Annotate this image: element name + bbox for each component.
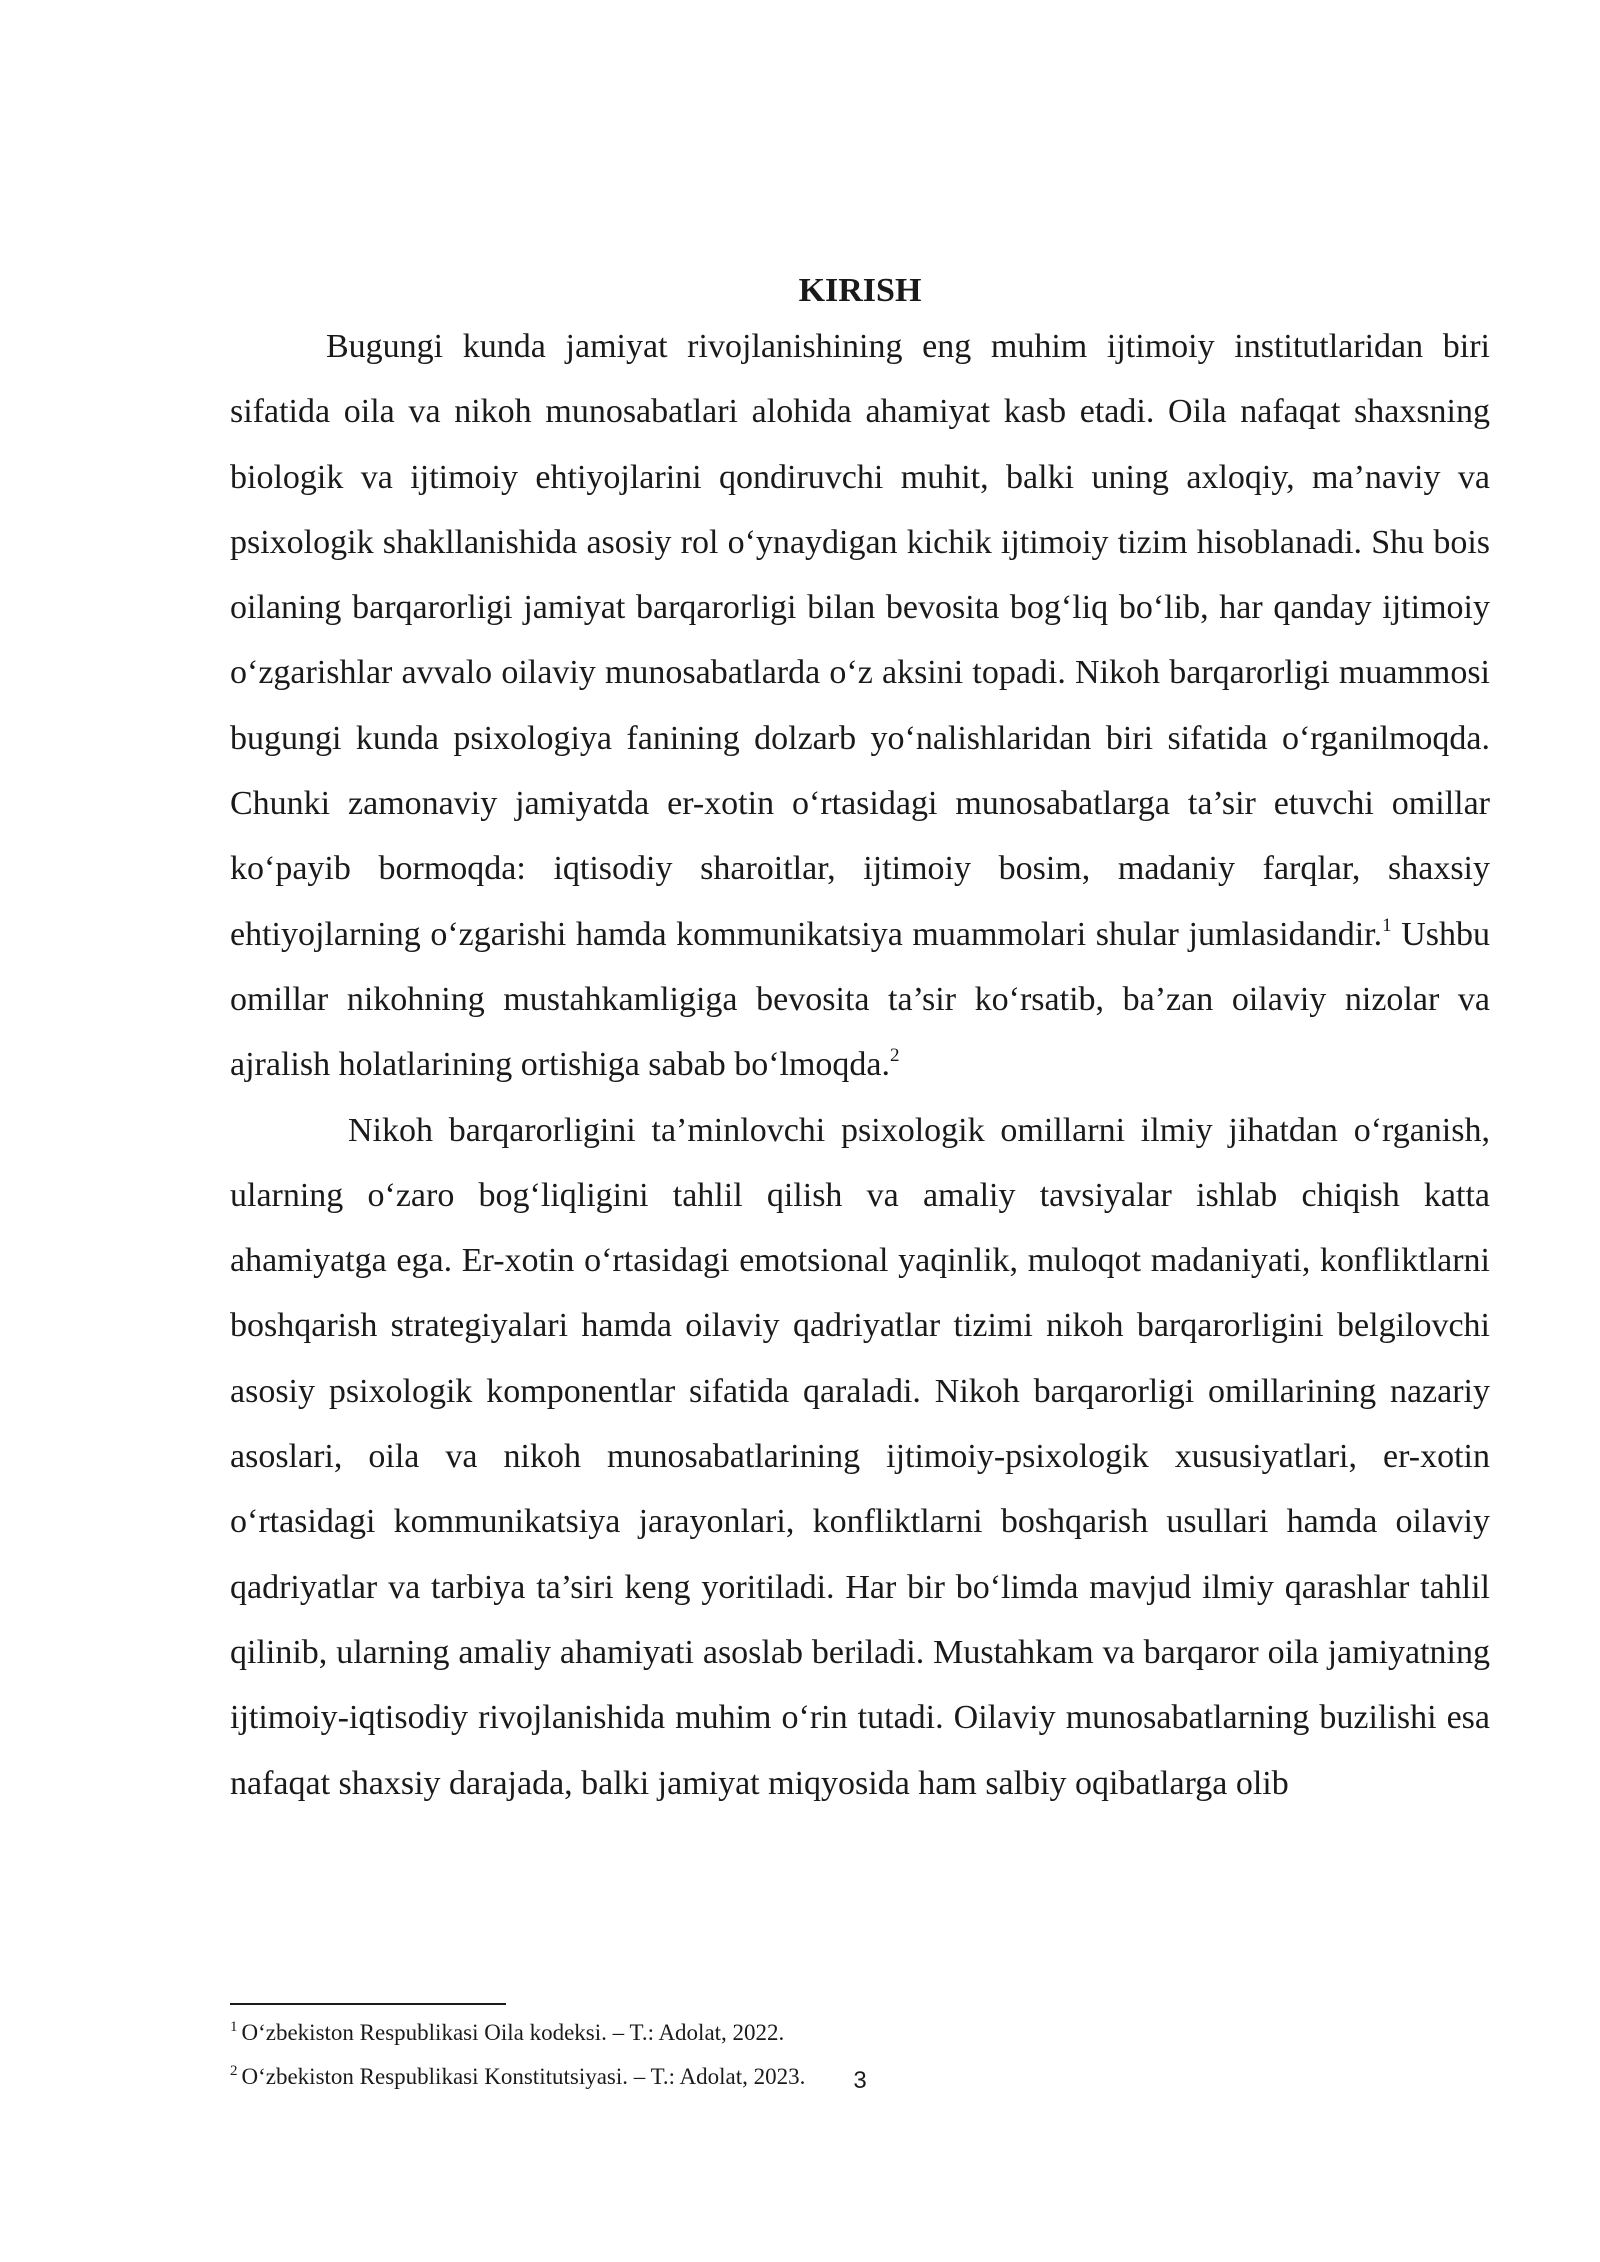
page-number: 3 [853,2067,867,2094]
footnote-separator [230,2003,506,2005]
footnote-text: O‘zbekiston Respublikasi Konstitutsiyasi. – T.: Adolat, 2023. [241,2064,806,2089]
footnote-ref-2: 2 [890,1045,900,1067]
page-heading: KIRISH [798,272,922,309]
footnote-marker: 2 [230,2063,238,2079]
footnote-text: O‘zbekiston Respublikasi Oila kodeksi. – T.: Adolat, 2022. [241,2020,785,2045]
footnote-ref-1: 1 [1382,914,1392,936]
paragraph-1-text-b: Ushbu omillar nikohning mustahkamligiga bevosita ta’sir ko‘rsatib, ba’zan oilaviy nizolar va ajralish holatlarining ortishiga sabab bo‘lmoqda. [230,915,1490,1084]
paragraph-2: Nikoh barqarorligini ta’minlovchi psixologik omillarni ilmiy jihatdan o‘rganish, ularning o‘zaro bog‘liqligini tahlil qilish va amaliy tavsiyalar ishlab chiqish katta ahamiyatga ega. Er-xotin o‘rtasidagi emotsional yaqinlik, muloqot madaniyati, konfliktlarni boshqarish strategiyalari hamda oilaviy qadriyatlar tizimi nikoh barqarorligini belgilovchi asosiy psixologik komponentlar sifatida qaraladi. Nikoh barqarorligi omillarining nazariy asoslari, oila va nikoh munosabatlarining ijtimoiy-psixologik xususiyatlari, er-xotin o‘rtasidagi kommunikatsiya jarayonlari, konfliktlarni boshqarish usullari hamda oilaviy qadriyatlar va tarbiya ta’siri keng yoritiladi. Har bir bo‘limda mavjud ilmiy qarashlar tahlil qilinib, ularning amaliy ahamiyati asoslab beriladi. Mustahkam va barqaror oila jamiyatning ijtimoiy-iqtisodiy rivojlanishida muhim o‘rin tutadi. Oilaviy munosabatlarning buzilishi esa nafaqat shaxsiy darajada, balki jamiyat miqyosida ham salbiy oqibatlarga olib [230,1111,1490,1802]
paragraph-1-text-a: Bugungi kunda jamiyat rivojlanishining eng muhim ijtimoiy institutlaridan biri sifatida oila va nikoh munosabatlari alohida ahamiyat kasb etadi. Oila nafaqat shaxsning biologik va ijtimoiy ehtiyojlarini qondiruvchi muhit, balki uning axloqiy, ma’naviy va psixologik shakllanishida asosiy rol o‘ynaydigan kichik ijtimoiy tizim hisoblanadi. Shu bois oilaning barqarorligi jamiyat barqarorligi bilan bevosita bog‘liq bo‘lib, har qanday ijtimoiy o‘zgarishlar avvalo oilaviy munosabatlarda o‘z aksini topadi. Nikoh barqarorligi muammosi bugungi kunda psixologiya fanining dolzarb yo‘nalishlaridan biri sifatida o‘rganilmoqda. Chunki zamonaviy jamiyatda er-xotin o‘rtasidagi munosabatlarga ta’sir etuvchi omillar ko‘payib bormoqda: iqtisodiy sharoitlar, ijtimoiy bosim, madaniy farqlar, shaxsiy ehtiyojlarning o‘zgarishi hamda kommunikatsiya muammolari shular jumlasidandir. [230,328,1490,953]
footnote-marker: 1 [230,2019,238,2035]
body-text [230,314,1490,1816]
paragraph-1 [230,314,1490,1098]
footnote-1 [230,2018,1490,2048]
